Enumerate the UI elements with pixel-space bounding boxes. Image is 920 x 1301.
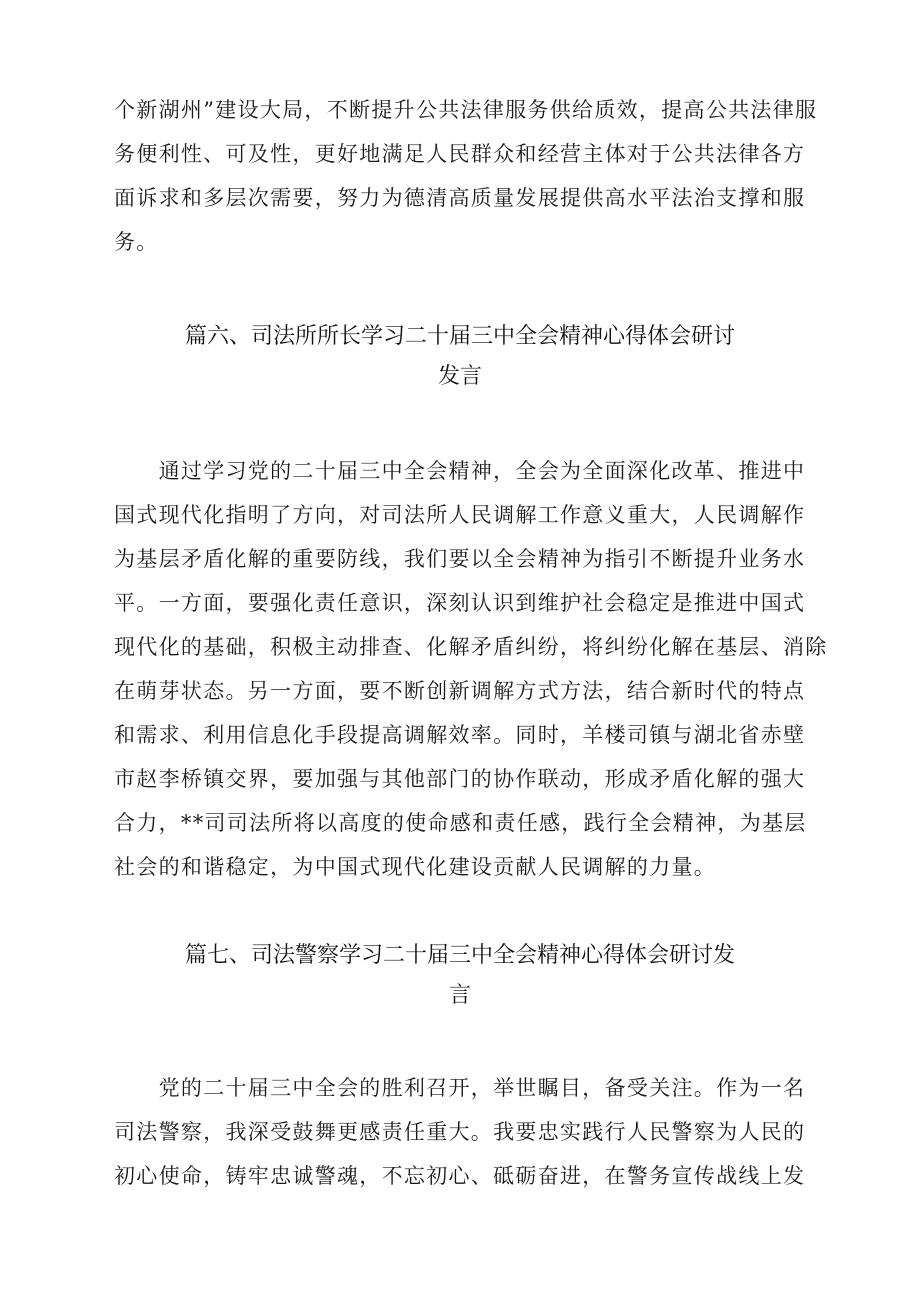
- text-line: 党的二十届三中全会的胜利召开，举世瞩目，备受关注。作为一名: [114, 1076, 806, 1100]
- text-line: 面诉求和多层次需要，努力为德清高质量发展提供高水平法治支撑和服: [114, 186, 806, 210]
- text-line: 平。一方面，要强化责任意识，深刻认识到维护社会稳定是推进中国式: [114, 591, 806, 615]
- text-line: 和需求、利用信息化手段提高调解效率。同时，羊楼司镇与湖北省赤壁: [114, 723, 806, 747]
- heading-line: 篇六、司法所所长学习二十届三中全会精神心得体会研讨: [184, 324, 735, 349]
- paragraph-continued: [114, 88, 834, 264]
- text-line: 市赵李桥镇交界，要加强与其他部门的协作联动，形成矛盾化解的强大: [114, 767, 806, 791]
- text-line: 现代化的基础，积极主动排查、化解矛盾纠纷，将纠纷化解在基层、消除: [114, 635, 828, 659]
- heading-line: 发言: [437, 364, 482, 389]
- text-line: 务。: [114, 230, 159, 254]
- text-line: 务便利性、可及性，更好地满足人民群众和经营主体对于公共法律各方: [114, 142, 806, 166]
- section-heading-6: [0, 317, 920, 397]
- paragraph-section-7: [114, 1066, 834, 1198]
- text-line: 通过学习党的二十届三中全会精神，全会为全面深化改革、推进中: [114, 459, 806, 483]
- text-line: 社会的和谐稳定，为中国式现代化建设贡献人民调解的力量。: [114, 855, 717, 879]
- text-line: 初心使命，铸牢忠诚警魂，不忘初心、砥砺奋进，在警务宣传战线上发: [114, 1164, 806, 1188]
- heading-line: 言: [448, 983, 471, 1008]
- text-line: 为基层矛盾化解的重要防线，我们要以全会精神为指引不断提升业务水: [114, 547, 806, 571]
- text-line: 合力，**司司法所将以高度的使命感和责任感，践行全会精神，为基层: [114, 811, 807, 835]
- paragraph-section-6: [114, 449, 834, 889]
- text-line: 国式现代化指明了方向，对司法所人民调解工作意义重大，人民调解作: [114, 503, 806, 527]
- heading-line: 篇七、司法警察学习二十届三中全会精神心得体会研讨发: [184, 943, 735, 968]
- section-heading-7: [0, 936, 920, 1016]
- text-line: 在萌芽状态。另一方面，要不断创新调解方式方法，结合新时代的特点: [114, 679, 806, 703]
- text-line: 司法警察，我深受鼓舞更感责任重大。我要忠实践行人民警察为人民的: [114, 1120, 806, 1144]
- text-line: 个新湖州”建设大局，不断提升公共法律服务供给质效，提高公共法律服: [114, 98, 818, 122]
